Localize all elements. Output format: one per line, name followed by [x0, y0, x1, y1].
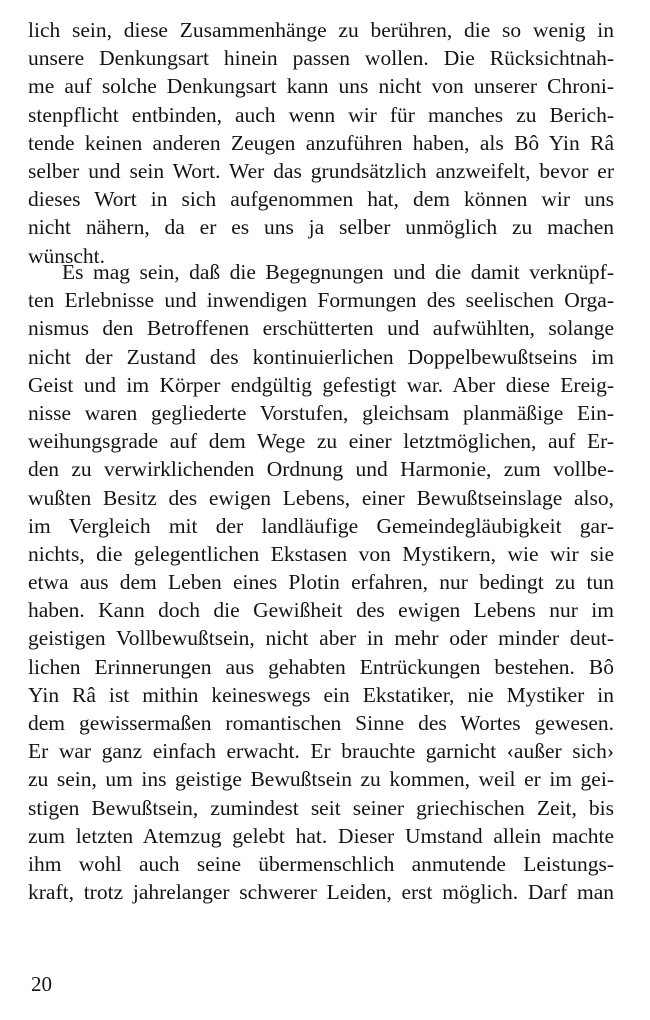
text-line: wünscht. [28, 243, 106, 268]
text-line: zum letzten Atemzug gelebt hat. Dieser Umstand allein machte [28, 823, 614, 848]
text-line: Yin Râ ist mithin keineswegs ein Ekstatiker, nie Mystiker in [28, 682, 614, 707]
text-line: unsere Denkungsart hinein passen wollen. Die Rücksichtnah- [28, 46, 614, 71]
text-line: im Vergleich mit der landläufige Gemeindegläubigkeit gar- [28, 513, 614, 538]
paragraph-2 [28, 258, 614, 906]
text-line: geistigen Vollbewußtsein, nicht aber in mehr oder minder deut- [28, 626, 614, 651]
text-line: lich sein, diese Zusammenhänge zu berühren, die so wenig in [28, 18, 614, 42]
text-line: lichen Erinnerungen aus gehabten Entrückungen bestehen. Bô [28, 654, 614, 679]
text-line: dieses Wort in sich aufgenommen hat, dem können wir uns [28, 187, 614, 212]
text-line: ten Erlebnisse und inwendigen Formungen des seelischen Orga- [28, 288, 614, 313]
text-line: haben. Kann doch die Gewißheit des ewigen Lebens nur im [28, 598, 614, 623]
text-line: kraft, trotz jahrelanger schwerer Leiden, erst möglich. Darf man [28, 880, 614, 905]
text-line: selber und sein Wort. Wer das grundsätzlich anzweifelt, bevor er [28, 158, 614, 183]
text-line: etwa aus dem Leben eines Plotin erfahren, nur bedingt zu tun [28, 570, 614, 595]
text-line: den zu verwirklichenden Ordnung und Harmonie, zum vollbe- [28, 457, 614, 482]
text-line: zu sein, um ins geistige Bewußtsein zu kommen, weil er im gei- [28, 767, 614, 792]
text-line: nismus den Betroffenen erschütterten und aufwühlten, solange [28, 316, 614, 341]
text-line: me auf solche Denkungsart kann uns nicht von unserer Chroni- [28, 74, 614, 99]
text-line: nicht der Zustand des kontinuierlichen Doppelbewußtseins im [28, 344, 614, 369]
text-line: ihm wohl auch seine übermenschlich anmutende Leistungs- [28, 851, 614, 876]
text-line: tende keinen anderen Zeugen anzuführen haben, als Bô Yin Râ [28, 130, 614, 155]
text-line: nisse waren gegliederte Vorstufen, gleichsam planmäßige Ein- [28, 400, 614, 425]
text-line: Geist und im Körper endgültig gefestigt war. Aber diese Ereig- [28, 372, 614, 397]
text-line: wußten Besitz des ewigen Lebens, einer Bewußtseinslage also, [28, 485, 614, 510]
text-line: Es mag sein, daß die Begegnungen und die damit verknüpf- [62, 260, 614, 284]
text-line: Er war ganz einfach erwacht. Er brauchte garnicht ‹außer sich› [28, 739, 614, 764]
text-line: nicht nähern, da er es uns ja selber unmöglich zu machen [28, 215, 614, 240]
page-number: 20 [31, 972, 52, 996]
text-line: stigen Bewußtsein, zumindest seit seiner griechischen Zeit, bis [28, 795, 614, 820]
text-line: weihungsgrade auf dem Wege zu einer letztmöglichen, auf Er- [28, 429, 614, 454]
paragraph-1 [28, 16, 614, 270]
text-line: stenpflicht entbinden, auch wenn wir für manches zu Berich- [28, 102, 614, 127]
text-line: nichts, die gelegentlichen Ekstasen von Mystikern, wie wir sie [28, 541, 614, 566]
text-line: dem gewissermaßen romantischen Sinne des Wortes gewesen. [28, 711, 614, 735]
